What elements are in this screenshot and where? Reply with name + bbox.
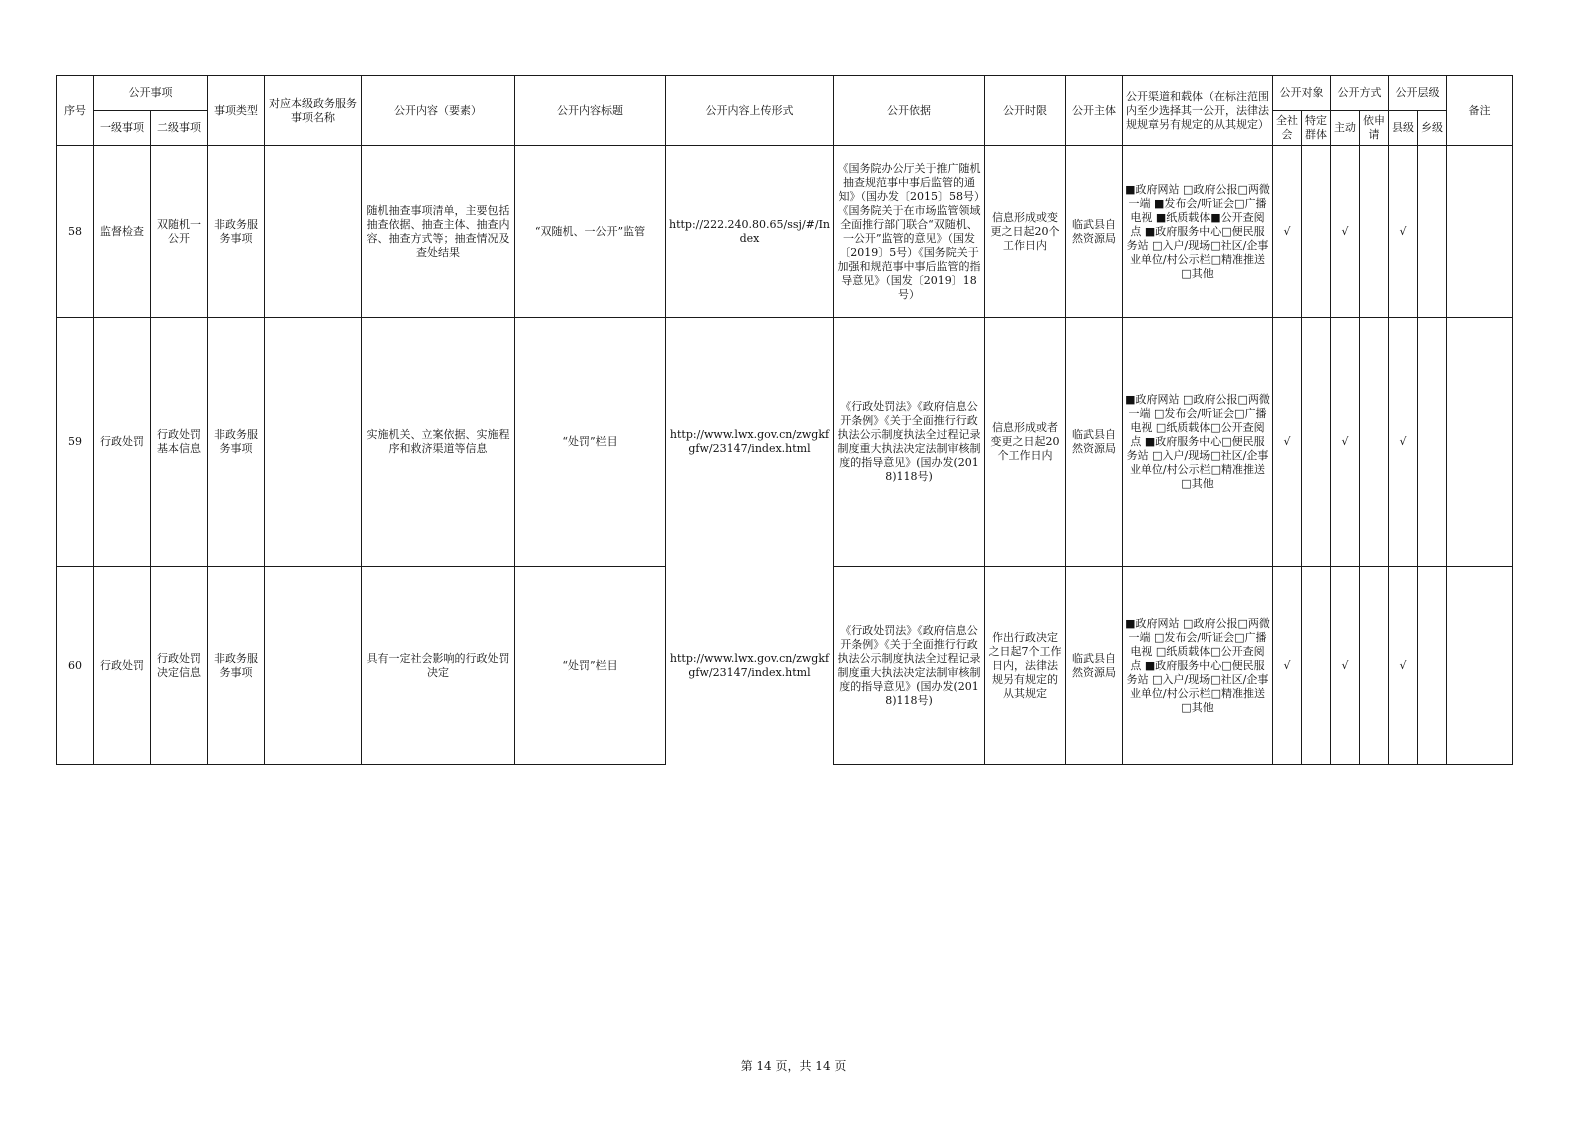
header-content-title: 公开内容标题	[515, 76, 666, 146]
row-level2: 行政处罚基本信息	[151, 318, 208, 567]
row-channel: ■政府网站 □政府公报□两微一端 □发布会/听证会□广播电视 □纸质载体□公开查阅点 ■政府服务中心□便民服务站 □入户/现场□社区/企事业单位/村公示栏□精准推送 □其他	[1123, 318, 1273, 567]
row-level2: 双随机一公开	[151, 146, 208, 318]
header-target-group: 公开对象	[1273, 76, 1331, 111]
row-method-active: √	[1331, 567, 1360, 765]
header-seq: 序号	[57, 76, 94, 146]
disclosure-table	[56, 75, 1513, 765]
row-level1: 行政处罚	[94, 318, 151, 567]
table-row	[57, 146, 1513, 318]
row-basis: 《国务院办公厅关于推广随机抽查规范事中事后监管的通知》（国办发〔2015〕58号）《国务院关于在市场监管领域全面推行部门联合“双随机、一公开”监管的意见》（国发〔2019〕5号）《国务院关于加强和规范事中事后监管的指导意见》（国发〔2019〕18号）	[834, 146, 985, 318]
row-content: 具有一定社会影响的行政处罚决定	[362, 567, 515, 765]
row-upload-form: http://222.240.80.65/ssj/#/Index	[666, 146, 834, 318]
row-method-apply	[1360, 567, 1389, 765]
row-target-all: √	[1273, 146, 1302, 318]
table-row	[57, 318, 1513, 567]
row-level1: 监督检查	[94, 146, 151, 318]
row-remark	[1447, 567, 1513, 765]
header-remark: 备注	[1447, 76, 1513, 146]
row-target-specific	[1302, 318, 1331, 567]
row-channel: ■政府网站 □政府公报□两微一端 □发布会/听证会□广播电视 □纸质载体□公开查阅点 ■政府服务中心□便民服务站 □入户/现场□社区/企事业单位/村公示栏□精准推送 □其他	[1123, 567, 1273, 765]
header-method-group: 公开方式	[1331, 76, 1389, 111]
header-level-county: 县级	[1389, 111, 1418, 146]
row-time-limit: 作出行政决定之日起7个工作日内，法律法规另有规定的从其规定	[985, 567, 1066, 765]
row-target-all: √	[1273, 318, 1302, 567]
row-level-town	[1418, 318, 1447, 567]
row-time-limit: 信息形成或变更之日起20个工作日内	[985, 146, 1066, 318]
table-row	[57, 567, 1513, 765]
row-level-town	[1418, 567, 1447, 765]
row-level-town	[1418, 146, 1447, 318]
row-basis: 《行政处罚法》《政府信息公开条例》《关于全面推行行政执法公示制度执法全过程记录制度重大执法决定法制审核制度的指导意见》(国办发(2018)118号)	[834, 567, 985, 765]
header-items-group: 公开事项	[94, 76, 208, 111]
row-content-title: “处罚”栏目	[515, 318, 666, 567]
header-basis: 公开依据	[834, 76, 985, 146]
row-channel: ■政府网站 □政府公报□两微一端 ■发布会/听证会□广播电视 ■纸质载体■公开查阅点 ■政府服务中心□便民服务站 □入户/现场□社区/企事业单位/村公示栏□精准推送 □其他	[1123, 146, 1273, 318]
row-content: 随机抽查事项清单，主要包括抽查依据、抽查主体、抽查内容、抽查方式等；抽查情况及查处结果	[362, 146, 515, 318]
row-type: 非政务服务事项	[208, 318, 265, 567]
row-target-all: √	[1273, 567, 1302, 765]
header-level1: 一级事项	[94, 111, 151, 146]
header-content: 公开内容（要素）	[362, 76, 515, 146]
header-upload-form: 公开内容上传形式	[666, 76, 834, 146]
header-subject: 公开主体	[1066, 76, 1123, 146]
row-target-specific	[1302, 567, 1331, 765]
row-level-county: √	[1389, 318, 1418, 567]
row-method-apply	[1360, 318, 1389, 567]
row-upload-form: http://www.lwx.gov.cn/zwgkfgfw/23147/index.html	[666, 567, 834, 765]
header-channel: 公开渠道和载体（在标注范围内至少选择其一公开，法律法规规章另有规定的从其规定）	[1123, 76, 1273, 146]
header-service-name: 对应本级政务服务事项名称	[265, 76, 362, 146]
row-target-specific	[1302, 146, 1331, 318]
header-level-group: 公开层级	[1389, 76, 1447, 111]
row-remark	[1447, 318, 1513, 567]
header-type: 事项类型	[208, 76, 265, 146]
row-seq: 59	[57, 318, 94, 567]
header-method-apply: 依申请	[1360, 111, 1389, 146]
row-subject: 临武县自然资源局	[1066, 146, 1123, 318]
row-type: 非政务服务事项	[208, 567, 265, 765]
row-level-county: √	[1389, 567, 1418, 765]
row-type: 非政务服务事项	[208, 146, 265, 318]
header-method-active: 主动	[1331, 111, 1360, 146]
row-service-name	[265, 567, 362, 765]
row-level-county: √	[1389, 146, 1418, 318]
row-method-active: √	[1331, 318, 1360, 567]
row-subject: 临武县自然资源局	[1066, 318, 1123, 567]
header-target-specific: 特定群体	[1302, 111, 1331, 146]
row-method-apply	[1360, 146, 1389, 318]
row-seq: 60	[57, 567, 94, 765]
row-method-active: √	[1331, 146, 1360, 318]
header-level2: 二级事项	[151, 111, 208, 146]
row-service-name	[265, 146, 362, 318]
row-subject: 临武县自然资源局	[1066, 567, 1123, 765]
row-content-title: “双随机、一公开”监管	[515, 146, 666, 318]
row-basis: 《行政处罚法》《政府信息公开条例》《关于全面推行行政执法公示制度执法全过程记录制度重大执法决定法制审核制度的指导意见》(国办发(2018)118号)	[834, 318, 985, 567]
row-content-title: “处罚”栏目	[515, 567, 666, 765]
row-upload-form: http://www.lwx.gov.cn/zwgkfgfw/23147/index.html	[666, 318, 834, 567]
row-level1: 行政处罚	[94, 567, 151, 765]
header-level-town: 乡级	[1418, 111, 1447, 146]
row-level2: 行政处罚决定信息	[151, 567, 208, 765]
header-time-limit: 公开时限	[985, 76, 1066, 146]
page-number: 第 14 页，共 14 页	[740, 1059, 847, 1073]
row-remark	[1447, 146, 1513, 318]
header-target-all: 全社会	[1273, 111, 1302, 146]
row-content: 实施机关、立案依据、实施程序和救济渠道等信息	[362, 318, 515, 567]
row-seq: 58	[57, 146, 94, 318]
row-time-limit: 信息形成或者变更之日起20个工作日内	[985, 318, 1066, 567]
row-service-name	[265, 318, 362, 567]
